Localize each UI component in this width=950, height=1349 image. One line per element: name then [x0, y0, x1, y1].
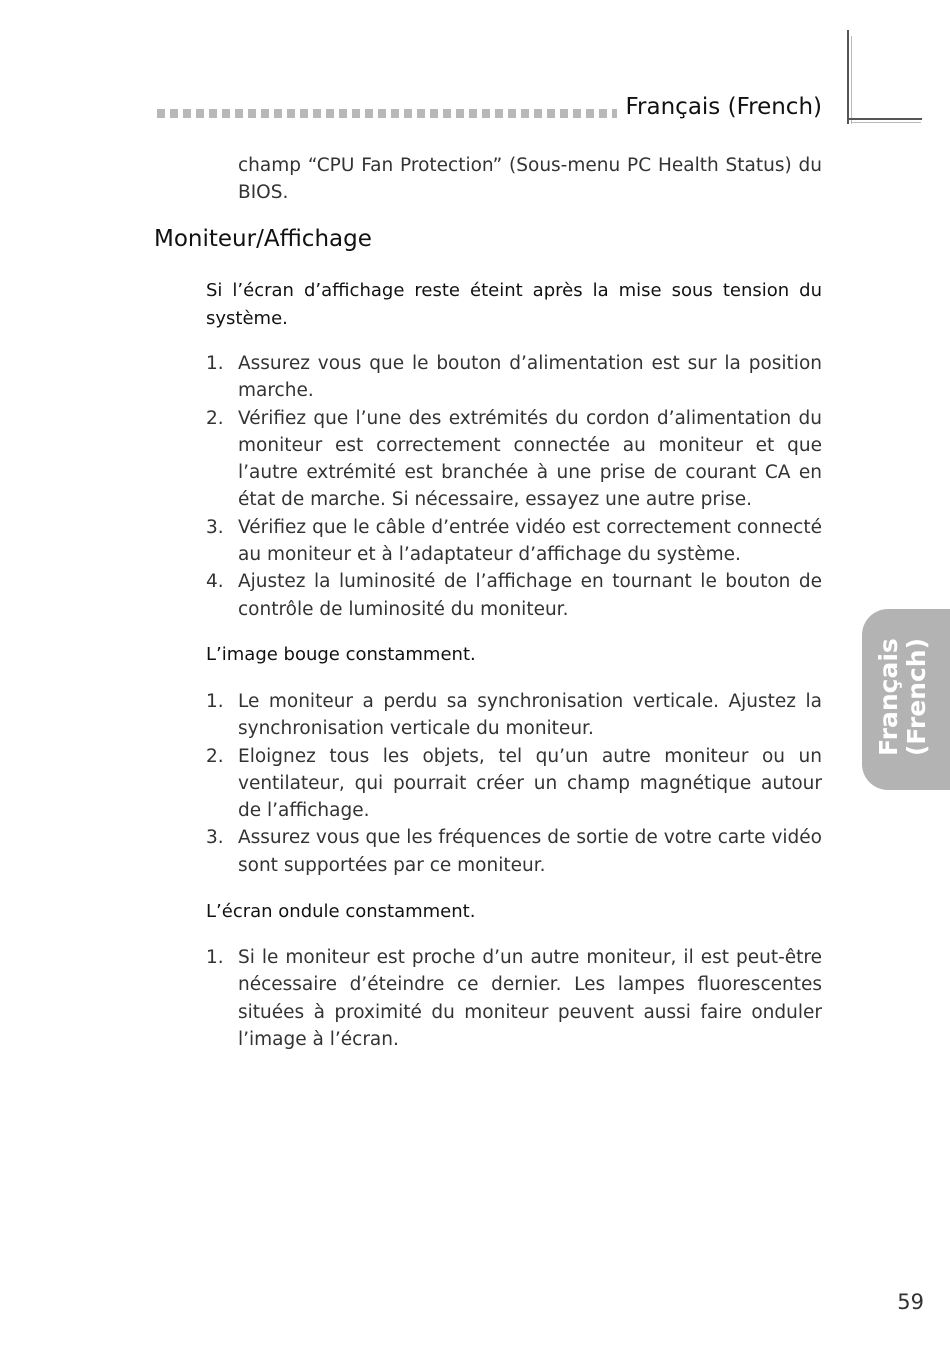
list-item-number: 2.: [206, 745, 224, 767]
list-item-text: Vérifiez que le câble d’entrée vidéo est correctement connecté au moniteur et à l’adaptateur d’affichage du système.: [238, 516, 822, 566]
list-item-text: Assurez vous que le bouton d’alimentation est sur la position marche.: [238, 353, 822, 402]
list-item-text: Ajustez la luminosité de l’affichage en tournant le bouton de contrôle de luminosité du moniteur.: [238, 571, 822, 620]
list-item-number: 1.: [206, 947, 224, 968]
list-item: [206, 743, 822, 825]
list-item: [206, 568, 822, 623]
list-screen-off: [206, 350, 822, 623]
side-tab-line2: (French): [902, 637, 931, 757]
corner-mark-vertical-shadow: [851, 36, 852, 124]
corner-mark-vertical: [847, 30, 849, 124]
list-item-text: Assurez vous que les fréquences de sortie de votre carte vidéo sont supportées par ce moniteur.: [238, 827, 822, 876]
corner-mark-horizontal-shadow: [851, 122, 921, 123]
list-item-number: 1.: [206, 691, 224, 712]
header-title: Français (French): [625, 94, 822, 120]
list-image-moves: [206, 688, 822, 879]
side-tab-line1: Français: [874, 638, 903, 756]
group-heading-screen-off: Si l’écran d’affichage reste éteint après la mise sous tension du système.: [206, 280, 822, 329]
list-item-number: 4.: [206, 571, 224, 593]
list-screen-waves: [206, 944, 822, 1053]
list-item-number: 3.: [206, 516, 224, 538]
section-title: Moniteur/Affichage: [154, 226, 372, 252]
list-item: [206, 944, 822, 1053]
list-item-text: Eloignez tous les objets, tel qu’un autre moniteur ou un ventilateur, qui pourrait créer un champ magnétique autour de l’affichage.: [238, 745, 822, 822]
list-item-number: 3.: [206, 827, 224, 849]
list-item: [206, 514, 822, 569]
continuation-paragraph: champ “CPU Fan Protection” (Sous-menu PC Health Status) du BIOS.: [238, 155, 822, 203]
list-item-number: 1.: [206, 353, 224, 374]
list-item-text: Si le moniteur est proche d’un autre moniteur, il est peut-être nécessaire d’éteindre ce dernier. Les lampes fluorescentes situées à proximité du moniteur peuvent aussi faire onduler l’image à l’écran.: [238, 947, 822, 1050]
group-heading-image-moves: L’image bouge constamment.: [206, 644, 476, 665]
language-side-tab-label: [875, 638, 931, 756]
list-item-number: 2.: [206, 407, 224, 429]
list-item: [206, 688, 822, 743]
list-item: [206, 350, 822, 405]
corner-mark-horizontal: [847, 118, 922, 120]
list-item: [206, 405, 822, 514]
list-item-text: Vérifiez que l’une des extrémités du cordon d’alimentation du moniteur est correctement connectée au moniteur et que l’autre extrémité est branchée à une prise de courant CA en état de marche. Si nécessaire, essayez une autre prise.: [238, 407, 822, 511]
list-item-text: Le moniteur a perdu sa synchronisation verticale. Ajustez la synchronisation verticale du moniteur.: [238, 691, 822, 740]
list-item: [206, 824, 822, 879]
group-heading-screen-waves: L’écran ondule constamment.: [206, 901, 476, 922]
page-number: 59: [897, 1290, 924, 1314]
header-dotted-rule: [157, 109, 617, 118]
